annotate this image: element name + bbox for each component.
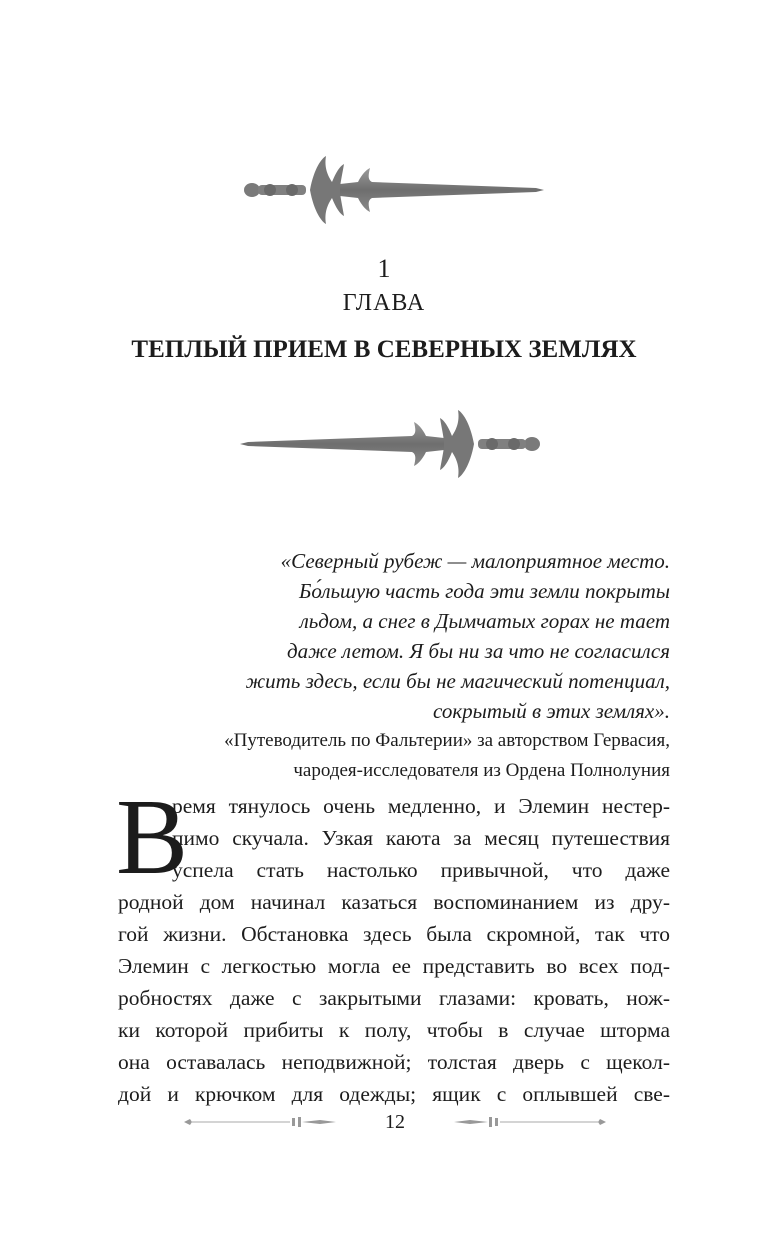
body-line: гой жизни. Обстановка здесь была скромной, так что: [118, 922, 670, 946]
chapter-label: ГЛАВА: [342, 290, 426, 316]
body-line: дой и крючком для одежды; ящик с оплывшей све-: [118, 1082, 670, 1106]
body-line: робностях даже с закрытыми глазами: кровать, нож-: [118, 986, 670, 1010]
body-line: родной дом начинал казаться воспоминанием из дру-: [118, 890, 670, 914]
epigraph-quote-line: сокрытый в этих землях».: [433, 699, 670, 723]
epigraph-quote-line: даже летом. Я бы ни за что не согласился: [286, 639, 670, 663]
chapter-number: 1: [377, 254, 391, 283]
epigraph-source-line: чародея-исследователя из Ордена Полнолуния: [293, 760, 670, 781]
sword-ornament-bottom: [240, 402, 544, 482]
footer-ornament-right: [450, 1114, 610, 1130]
body-line: успела стать настолько привычной, что даже: [172, 858, 670, 882]
epigraph-quote-line: Бо́льшую часть года эти земли покрыты: [298, 579, 670, 603]
chapter-title: ТЕПЛЫЙ ПРИЕМ В СЕВЕРНЫХ ЗЕМЛЯХ: [131, 336, 637, 363]
page-footer: [180, 1108, 610, 1136]
body-line: ремя тянулось очень медленно, и Элемин нестер-: [172, 794, 670, 818]
body-line: пимо скучала. Узкая каюта за месяц путешествия: [172, 826, 670, 850]
body-line: Элемин с легкостью могла ее представить во всех под-: [118, 954, 670, 978]
epigraph-quote-line: «Северный рубеж — малоприятное место.: [280, 549, 670, 573]
epigraph-source-line: «Путеводитель по Фальтерии» за авторством Гервасия,: [224, 730, 670, 751]
epigraph-quote-line: льдом, а снег в Дымчатых горах не тает: [299, 609, 670, 633]
epigraph-quote-line: жить здесь, если бы не магический потенциал,: [245, 669, 670, 693]
body-line: ки которой прибиты к полу, чтобы в случае шторма: [118, 1018, 670, 1042]
body-line: она оставалась неподвижной; толстая дверь с щекол-: [118, 1050, 670, 1074]
page-number: 12: [385, 1111, 405, 1133]
body-paragraph: [116, 778, 670, 1110]
drop-cap: В: [116, 778, 189, 897]
epigraph: [200, 546, 670, 786]
sword-ornament-top: [240, 152, 544, 232]
